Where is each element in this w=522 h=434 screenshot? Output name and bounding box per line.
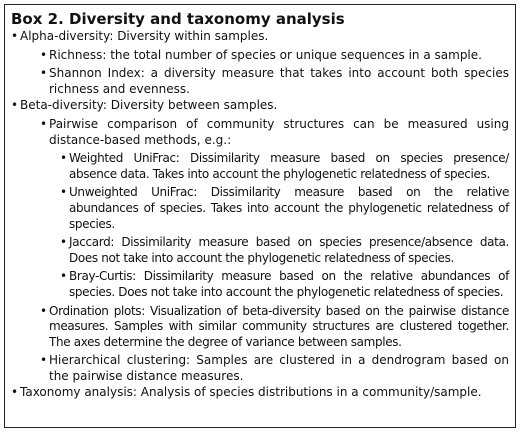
item-text: Alpha-diversity: Diversity within samples. (20, 29, 269, 43)
sub-sub-list (69, 151, 509, 300)
item-text: Richness: the total number of species or unique sequences in a sample. (49, 47, 482, 62)
item-text: Jaccard: Dissimilarity measure based on species presence/absence data. Does not take into account the phylogenetic relatedness of species. (69, 235, 509, 265)
list-item-weighted-unifrac (69, 151, 509, 182)
item-text: Hierarchical clustering: Samples are clustered in a dendrogram based on the pairwise distance measures. (49, 353, 509, 383)
list-item-alpha-diversity (20, 29, 509, 97)
item-text: Ordination plots: Visualization of beta-diversity based on the pairwise distance measures. Samples with similar community structures are clustered together. The axes determine the degree of variance between samples. (49, 303, 509, 349)
list-item-jaccard (69, 235, 509, 266)
list-item-shannon-index (49, 66, 509, 97)
item-text: Bray-Curtis: Dissimilarity measure based on the relative abundances of species. Does not take into account the phylogenetic relatedness of species. (69, 269, 509, 299)
list-item-richness (49, 48, 509, 64)
list-item-bray-curtis (69, 269, 509, 300)
item-text: Pairwise comparison of community structures can be measured using distance-based methods, e.g.: (49, 116, 509, 147)
list-item-ordination-plots (49, 304, 509, 351)
info-box (4, 4, 516, 428)
item-text: Taxonomy analysis: Analysis of species distributions in a community/sample. (20, 385, 482, 400)
item-text: Beta-diversity: Diversity between samples. (20, 98, 278, 113)
item-text: Shannon Index: a diversity measure that takes into account both species richness and evenness. (49, 66, 509, 96)
list-item-beta-diversity (20, 98, 509, 384)
list-item-unweighted-unifrac (69, 185, 509, 232)
list-item-pairwise-comparison (49, 117, 509, 301)
item-text: Weighted UniFrac: Dissimilarity measure based on species presence/ absence data. Takes into account the phylogenetic relatedness of species. (69, 151, 509, 181)
list-item-taxonomy-analysis (20, 385, 509, 401)
list-item-hierarchical-clustering (49, 353, 509, 384)
item-text: Unweighted UniFrac: Dissimilarity measure based on the relative abundances of species. Takes into account the phylogenetic relatedness of species. (69, 185, 509, 231)
sub-list (49, 48, 509, 98)
top-level-list (20, 29, 509, 401)
sub-list (49, 117, 509, 385)
box-title: Box 2. Diversity and taxonomy analysis (11, 10, 345, 28)
